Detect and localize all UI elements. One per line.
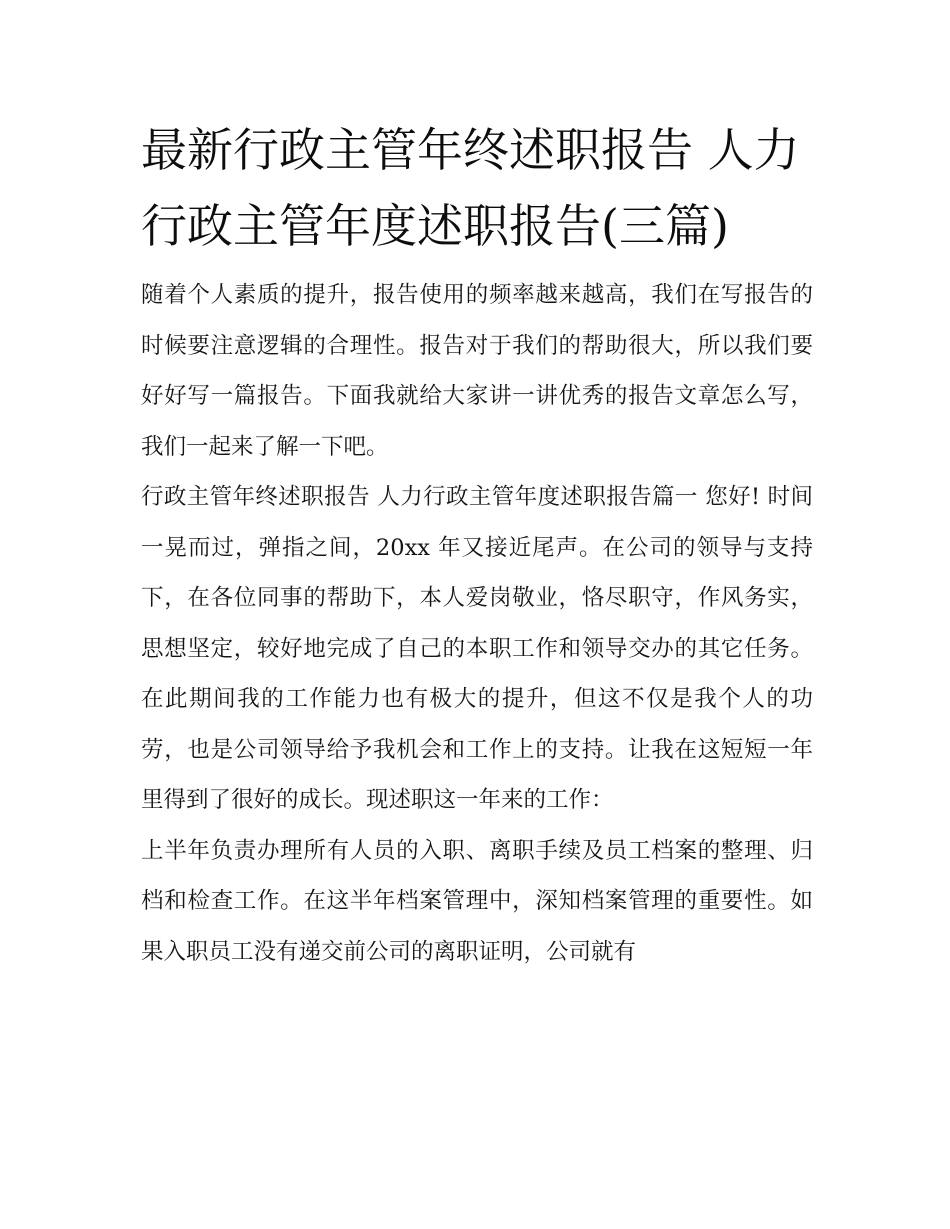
document-title: 最新行政主管年终述职报告 人力行政主管年度述职报告(三篇) — [141, 123, 800, 253]
intro-paragraph: 随着个人素质的提升，报告使用的频率越来越高，我们在写报告的时候要注意逻辑的合理性。报告对于我们的帮助很大，所以我们要好好写一篇报告。下面我就给大家讲一讲优秀的报告文章怎么写，我们一起来了解一下吧。 — [141, 282, 813, 460]
report-paragraph-2: 上半年负责办理所有人员的入职、离职手续及员工档案的整理、归档和检查工作。在这半年档案管理中，深知档案管理的重要性。如果入职员工没有递交前公司的离职证明，公司就有 — [141, 837, 813, 965]
document-body — [141, 112, 813, 977]
report-paragraph-1: 行政主管年终述职报告 人力行政主管年度述职报告篇一 您好! 时间一晃而过，弹指之间，20xx 年又接近尾声。在公司的领导与支持下，在各位同事的帮助下，本人爱岗敬业，恪尽职守，作风务实，思想坚定，较好地完成了自己的本职工作和领导交办的其它任务。在此期间我的工作能力也有极大的提升，但这不仅是我个人的功劳，也是公司领导给予我机会和工作上的支持。让我在这短短一年里得到了很好的成长。现述职这一年来的工作： — [141, 484, 813, 813]
